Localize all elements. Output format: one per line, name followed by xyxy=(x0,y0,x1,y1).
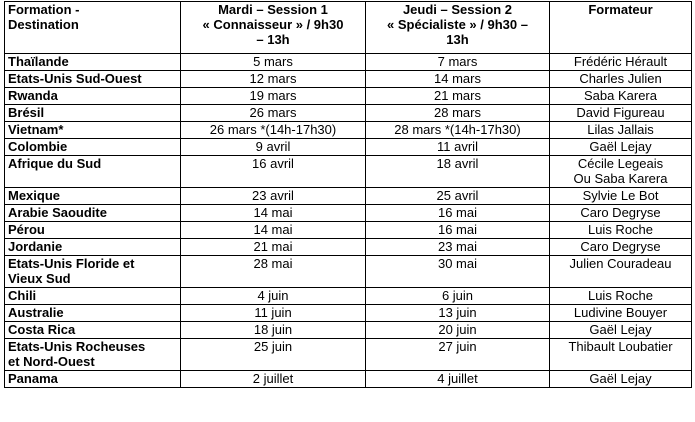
trainer-name: Gaël Lejay xyxy=(589,139,652,154)
table-row xyxy=(5,305,692,322)
cell-trainer xyxy=(550,88,692,105)
cell-trainer xyxy=(550,188,692,205)
table-row xyxy=(5,222,692,239)
cell-trainer xyxy=(550,54,692,71)
trainer-name: Sylvie Le Bot xyxy=(582,188,659,203)
cell-session-2-date: 7 mars xyxy=(366,54,550,71)
cell-session-1-date: 14 mai xyxy=(181,205,366,222)
cell-trainer xyxy=(550,205,692,222)
cell-destination: Brésil xyxy=(5,105,181,122)
cell-session-1-date: 16 avril xyxy=(181,156,366,188)
cell-destination: Etats-Unis Floride et Vieux Sud xyxy=(5,256,181,288)
trainer-name: Julien Couradeau xyxy=(569,256,672,271)
cell-session-1-date: 26 mars *(14h-17h30) xyxy=(181,122,366,139)
cell-session-2-date: 25 avril xyxy=(366,188,550,205)
cell-session-1-date: 18 juin xyxy=(181,322,366,339)
cell-session-1-date: 12 mars xyxy=(181,71,366,88)
table-row xyxy=(5,288,692,305)
table-row xyxy=(5,205,692,222)
cell-destination: Australie xyxy=(5,305,181,322)
cell-session-1-date: 25 juin xyxy=(181,339,366,371)
trainer-name: Charles Julien xyxy=(579,71,662,86)
cell-session-1-date: 28 mai xyxy=(181,256,366,288)
cell-session-1-date: 9 avril xyxy=(181,139,366,156)
cell-session-1-date: 21 mai xyxy=(181,239,366,256)
cell-session-2-date: 13 juin xyxy=(366,305,550,322)
cell-destination: Panama xyxy=(5,371,181,388)
table-row xyxy=(5,256,692,288)
cell-session-2-date: 20 juin xyxy=(366,322,550,339)
cell-session-2-date: 30 mai xyxy=(366,256,550,288)
cell-trainer xyxy=(550,71,692,88)
cell-destination: Vietnam* xyxy=(5,122,181,139)
table-body xyxy=(5,54,692,388)
cell-destination: Etats-Unis Rocheuses et Nord-Ouest xyxy=(5,339,181,371)
cell-destination: Costa Rica xyxy=(5,322,181,339)
trainer-name: Luis Roche xyxy=(587,288,654,303)
cell-session-2-date: 11 avril xyxy=(366,139,550,156)
cell-trainer xyxy=(550,322,692,339)
cell-trainer xyxy=(550,256,692,288)
cell-trainer xyxy=(550,239,692,256)
cell-destination: Afrique du Sud xyxy=(5,156,181,188)
trainer-name: Saba Karera xyxy=(584,88,657,103)
cell-trainer xyxy=(550,122,692,139)
trainer-name: Ou Saba Karera xyxy=(573,171,668,186)
trainer-name: Cécile Legeais xyxy=(577,156,664,171)
cell-session-1-date: 26 mars xyxy=(181,105,366,122)
cell-trainer xyxy=(550,288,692,305)
table-row xyxy=(5,54,692,71)
cell-session-2-date: 14 mars xyxy=(366,71,550,88)
header-destination: Formation - Destination xyxy=(5,2,181,54)
cell-session-1-date: 11 juin xyxy=(181,305,366,322)
cell-destination: Etats-Unis Sud-Ouest xyxy=(5,71,181,88)
cell-session-2-date: 4 juillet xyxy=(366,371,550,388)
table-header xyxy=(5,2,692,54)
table-row xyxy=(5,105,692,122)
cell-session-2-date: 28 mars xyxy=(366,105,550,122)
cell-session-2-date: 16 mai xyxy=(366,222,550,239)
table-row xyxy=(5,371,692,388)
cell-trainer xyxy=(550,305,692,322)
trainer-name: Thibault Loubatier xyxy=(568,339,673,354)
cell-session-2-date: 21 mars xyxy=(366,88,550,105)
table-row xyxy=(5,339,692,371)
cell-destination: Mexique xyxy=(5,188,181,205)
table-row xyxy=(5,71,692,88)
cell-trainer xyxy=(550,339,692,371)
header-trainer: Formateur xyxy=(550,2,692,54)
training-schedule-table xyxy=(4,1,692,388)
table-row xyxy=(5,122,692,139)
trainer-name: Caro Degryse xyxy=(580,205,661,220)
trainer-name: Frédéric Hérault xyxy=(573,54,668,69)
cell-destination: Arabie Saoudite xyxy=(5,205,181,222)
cell-session-1-date: 19 mars xyxy=(181,88,366,105)
trainer-name: David Figureau xyxy=(576,105,665,120)
cell-session-1-date: 4 juin xyxy=(181,288,366,305)
trainer-name: Gaël Lejay xyxy=(589,371,652,386)
table-row xyxy=(5,322,692,339)
trainer-name: Ludivine Bouyer xyxy=(573,305,668,320)
cell-trainer xyxy=(550,156,692,188)
table-row xyxy=(5,88,692,105)
trainer-name: Lilas Jallais xyxy=(587,122,654,137)
cell-session-2-date: 16 mai xyxy=(366,205,550,222)
cell-session-2-date: 18 avril xyxy=(366,156,550,188)
cell-destination: Thaïlande xyxy=(5,54,181,71)
header-row xyxy=(5,2,692,54)
cell-destination: Chili xyxy=(5,288,181,305)
cell-session-1-date: 23 avril xyxy=(181,188,366,205)
cell-session-2-date: 28 mars *(14h-17h30) xyxy=(366,122,550,139)
cell-destination: Pérou xyxy=(5,222,181,239)
cell-trainer xyxy=(550,105,692,122)
trainer-name: Luis Roche xyxy=(587,222,654,237)
table-row xyxy=(5,139,692,156)
cell-session-1-date: 2 juillet xyxy=(181,371,366,388)
cell-trainer xyxy=(550,139,692,156)
cell-session-2-date: 23 mai xyxy=(366,239,550,256)
cell-trainer xyxy=(550,222,692,239)
trainer-name: Gaël Lejay xyxy=(589,322,652,337)
trainer-name: Caro Degryse xyxy=(580,239,661,254)
cell-destination: Colombie xyxy=(5,139,181,156)
cell-session-2-date: 27 juin xyxy=(366,339,550,371)
cell-trainer xyxy=(550,371,692,388)
cell-session-2-date: 6 juin xyxy=(366,288,550,305)
table-row xyxy=(5,188,692,205)
table-row xyxy=(5,239,692,256)
cell-session-1-date: 5 mars xyxy=(181,54,366,71)
cell-destination: Jordanie xyxy=(5,239,181,256)
header-session-1: Mardi – Session 1 « Connaisseur » / 9h30 – 13h xyxy=(181,2,366,54)
cell-session-1-date: 14 mai xyxy=(181,222,366,239)
table-row xyxy=(5,156,692,188)
header-session-2: Jeudi – Session 2 « Spécialiste » / 9h30 – 13h xyxy=(366,2,550,54)
cell-destination: Rwanda xyxy=(5,88,181,105)
